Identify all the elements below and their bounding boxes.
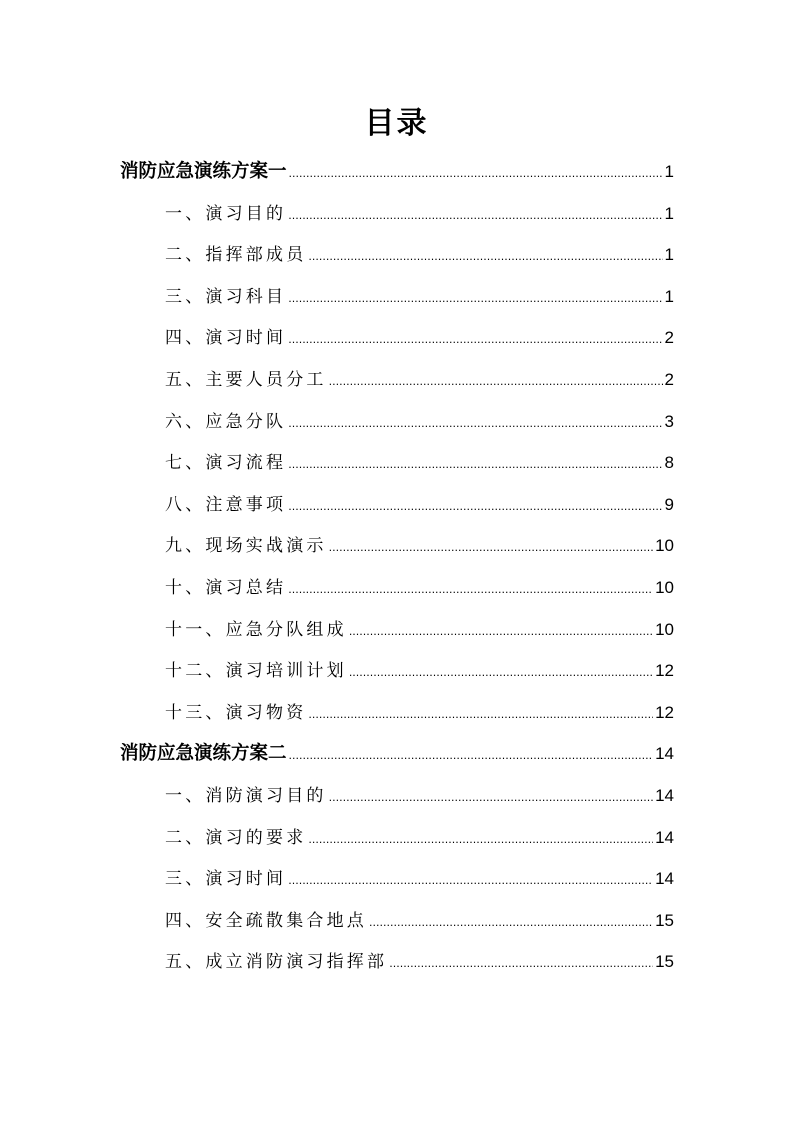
toc-entry-label: 一、消防演习目的 <box>165 786 327 806</box>
toc-subsection-entry[interactable] <box>165 824 674 852</box>
toc-title: 目录 <box>364 106 429 141</box>
dot-leader <box>329 534 653 562</box>
toc-entry-page-number: 14 <box>655 786 674 805</box>
dot-leader <box>289 160 663 188</box>
toc-entry-page-number: 10 <box>655 536 674 556</box>
toc-subsection-entry[interactable] <box>165 907 674 935</box>
dot-leader <box>288 202 662 230</box>
dot-leader <box>288 451 662 479</box>
dot-leader <box>288 867 653 895</box>
toc-entry-page-number: 14 <box>655 869 674 889</box>
toc-entry-page-number: 2 <box>664 328 674 348</box>
dot-leader <box>288 576 653 604</box>
toc-subsection-entry[interactable] <box>165 449 674 477</box>
toc-section-entry[interactable] <box>120 740 674 768</box>
toc-entry-page-number: 9 <box>664 494 674 514</box>
toc-subsection-entry[interactable] <box>165 200 674 228</box>
toc-entry-label: 四、安全疏散集合地点 <box>165 910 367 931</box>
toc-entry-label: 三、演习科目 <box>165 286 287 307</box>
toc-entry-label: 九、现场实战演示 <box>165 536 327 557</box>
toc-entry-label: 六、应急分队 <box>165 411 287 432</box>
toc-entry-page-number: 8 <box>664 453 674 473</box>
dot-leader <box>308 826 653 854</box>
toc-subsection-entry[interactable] <box>165 948 674 976</box>
dot-leader <box>288 285 662 313</box>
toc-entry-label: 二、演习的要求 <box>165 827 307 848</box>
dot-leader <box>349 659 653 687</box>
toc-entry-page-number: 10 <box>655 578 674 597</box>
toc-subsection-entry[interactable] <box>165 408 674 436</box>
toc-subsection-entry[interactable] <box>165 782 674 810</box>
toc-entry-label: 消防应急演练方案一 <box>120 161 287 182</box>
toc-entry-page-number: 1 <box>664 286 674 306</box>
toc-subsection-entry[interactable] <box>165 865 674 893</box>
toc-entry-page-number: 1 <box>664 162 674 181</box>
toc-entry-label: 五、主要人员分工 <box>165 370 327 390</box>
toc-entry-page-number: 2 <box>664 370 674 389</box>
toc-subsection-entry[interactable] <box>165 532 674 560</box>
dot-leader <box>288 493 662 521</box>
toc-entry-label: 十二、演习培训计划 <box>165 661 347 682</box>
toc-entry-page-number: 1 <box>664 245 674 265</box>
toc-subsection-entry[interactable] <box>165 574 674 602</box>
toc-entry-label: 十、演习总结 <box>165 578 287 598</box>
toc-entry-label: 一、演习目的 <box>165 203 287 224</box>
toc-entry-label: 四、演习时间 <box>165 328 287 349</box>
toc-entry-page-number: 10 <box>655 619 674 639</box>
dot-leader <box>329 784 653 812</box>
toc-entry-page-number: 15 <box>655 952 674 972</box>
toc-subsection-entry[interactable] <box>165 241 674 269</box>
dot-leader <box>329 368 663 396</box>
toc-entry-page-number: 1 <box>664 203 674 223</box>
toc-subsection-entry[interactable] <box>165 283 674 311</box>
toc-entry-label: 七、演习流程 <box>165 453 287 474</box>
dot-leader <box>289 742 654 770</box>
dot-leader <box>288 326 662 354</box>
dot-leader <box>308 701 653 729</box>
toc-entry-page-number: 14 <box>655 827 674 847</box>
toc-entry-label: 消防应急演练方案二 <box>120 743 287 765</box>
toc-entry-page-number: 12 <box>655 702 674 722</box>
toc-subsection-entry[interactable] <box>165 491 674 519</box>
toc-entry-page-number: 12 <box>655 661 674 681</box>
dot-leader <box>369 909 653 937</box>
toc-subsection-entry[interactable] <box>165 366 674 394</box>
toc-entry-label: 八、注意事项 <box>165 494 287 515</box>
dot-leader <box>389 950 653 978</box>
toc-entry-label: 五、成立消防演习指挥部 <box>165 952 388 973</box>
toc-entry-page-number: 15 <box>655 910 674 930</box>
toc-entry-page-number: 3 <box>664 411 674 431</box>
toc-subsection-entry[interactable] <box>165 699 674 727</box>
dot-leader <box>308 243 662 271</box>
toc-subsection-entry[interactable] <box>165 616 674 644</box>
toc-entry-label: 十三、演习物资 <box>165 702 307 723</box>
toc-entry-label: 十一、应急分队组成 <box>165 619 347 640</box>
toc-entry-page-number: 14 <box>655 744 674 764</box>
toc-entry-label: 三、演习时间 <box>165 869 287 890</box>
dot-leader <box>288 410 662 438</box>
toc-section-entry[interactable] <box>120 158 674 186</box>
toc-entry-label: 二、指挥部成员 <box>165 245 307 266</box>
dot-leader <box>349 618 653 646</box>
toc-subsection-entry[interactable] <box>165 657 674 685</box>
toc-subsection-entry[interactable] <box>165 324 674 352</box>
